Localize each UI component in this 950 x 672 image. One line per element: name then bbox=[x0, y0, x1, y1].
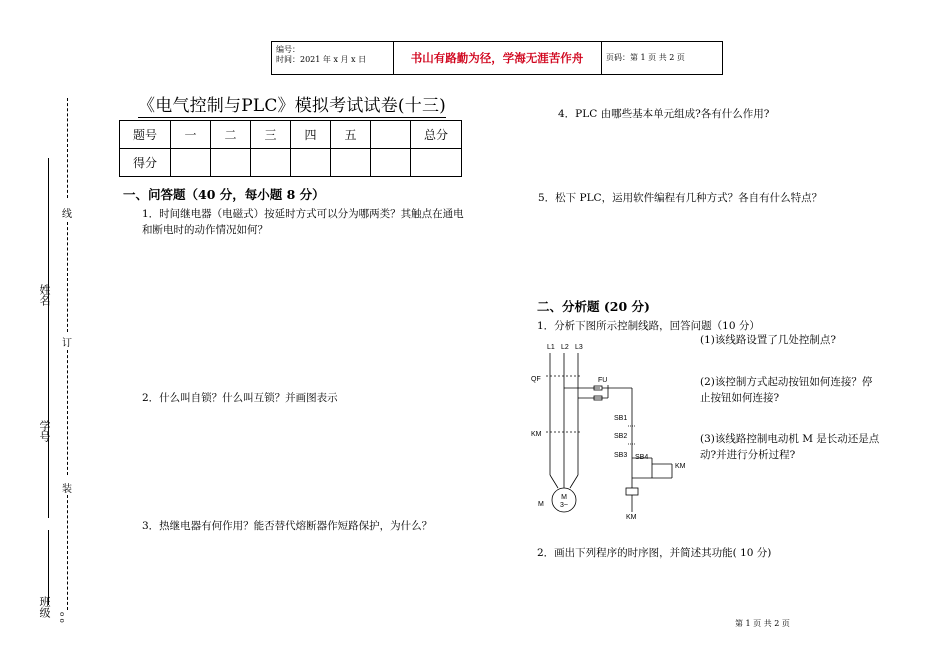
label-qf: QF bbox=[531, 376, 541, 383]
control-circuit-diagram bbox=[528, 340, 698, 525]
label-l2: L2 bbox=[561, 344, 569, 351]
score-input-cell[interactable] bbox=[371, 149, 411, 177]
student-id-label: 学号 bbox=[38, 420, 51, 442]
question-5: 5．松下 PLC，运用软件编程有几种方式？各自有什么特点？ bbox=[538, 192, 823, 204]
header-left-cell bbox=[272, 42, 394, 74]
page-footer: 第 1 页 共 2 页 bbox=[735, 619, 790, 628]
score-row-values bbox=[120, 149, 462, 177]
section2-heading: 二、分析题 (20 分) bbox=[537, 299, 650, 314]
name-label: 姓名 bbox=[38, 284, 51, 306]
serial-label: 编号： bbox=[276, 45, 300, 54]
label-km-main: KM bbox=[531, 431, 542, 438]
time-label: 时间：2021 年 x 月 x 日 bbox=[276, 55, 367, 64]
sub-question-1: (1)该线路设置了几处控制点? bbox=[700, 334, 837, 346]
sub-question-2: (2)该控制方式起动按钮如何连接？停止按钮如何连接? bbox=[700, 376, 873, 404]
binding-dash-4 bbox=[67, 495, 68, 610]
question-4: 4．PLC 由哪些基本单元组成?各有什么作用? bbox=[558, 108, 770, 120]
motor-text-3: 3~ bbox=[560, 502, 568, 509]
score-table bbox=[119, 120, 462, 177]
score-input-cell[interactable] bbox=[411, 149, 462, 177]
score-input-cell[interactable] bbox=[331, 149, 371, 177]
label-sb3: SB3 bbox=[614, 452, 628, 459]
label-l3: L3 bbox=[575, 344, 583, 351]
score-input-cell[interactable] bbox=[291, 149, 331, 177]
page-info: 页码：第 1 页 共 2 页 bbox=[606, 53, 685, 62]
motor-text-m: M bbox=[561, 494, 567, 501]
score-cell: 三 bbox=[251, 121, 291, 149]
mark-zhuang: 装 bbox=[62, 484, 72, 495]
label-sb1: SB1 bbox=[614, 415, 628, 422]
score-input-cell[interactable] bbox=[171, 149, 211, 177]
question-1: 1．时间继电器（电磁式）按延时方式可以分为哪两类？其触点在通电和断电时的动作情况如何？ bbox=[142, 208, 464, 236]
label-motor: M bbox=[538, 501, 544, 508]
score-cell: 一 bbox=[171, 121, 211, 149]
analysis-question-1: 1．分析下图所示控制线路，回答问题（10 分） bbox=[537, 320, 760, 332]
binding-line-outer bbox=[48, 158, 49, 518]
score-cell: 得分 bbox=[120, 149, 171, 177]
circle-marks: o o bbox=[58, 612, 66, 623]
score-cell: 四 bbox=[291, 121, 331, 149]
score-cell: 题号 bbox=[120, 121, 171, 149]
label-l1: L1 bbox=[547, 344, 555, 351]
header-right-cell bbox=[602, 42, 722, 74]
mark-ding: 订 bbox=[62, 338, 72, 349]
sub-question-3: (3)该线路控制电动机 M 是长动还是点动?并进行分析过程? bbox=[700, 433, 880, 461]
question-2: 2．什么叫自锁？什么叫互锁？并画图表示 bbox=[142, 392, 338, 404]
binding-line-lower bbox=[48, 530, 49, 605]
mark-xian: 线 bbox=[62, 209, 72, 220]
label-km-aux: KM bbox=[675, 463, 686, 470]
section1-heading: 一、问答题（40 分，每小题 8 分） bbox=[123, 187, 325, 202]
score-input-cell[interactable] bbox=[211, 149, 251, 177]
motto-text: 书山有路勤为径，学海无涯苦作舟 bbox=[393, 42, 602, 74]
header-box bbox=[271, 41, 723, 75]
class-label: 班级 bbox=[38, 596, 51, 618]
analysis-question-2: 2．画出下列程序的时序图，并简述其功能( 10 分) bbox=[537, 547, 772, 559]
label-sb2: SB2 bbox=[614, 433, 628, 440]
binding-dash-1 bbox=[67, 98, 68, 198]
binding-dash-3 bbox=[67, 350, 68, 475]
score-cell bbox=[371, 121, 411, 149]
score-cell: 总分 bbox=[411, 121, 462, 149]
score-cell: 五 bbox=[331, 121, 371, 149]
label-sb4: SB4 bbox=[635, 454, 649, 461]
label-km-coil: KM bbox=[626, 514, 637, 521]
score-row-header bbox=[120, 121, 462, 149]
score-cell: 二 bbox=[211, 121, 251, 149]
score-input-cell[interactable] bbox=[251, 149, 291, 177]
question-3: 3．热继电器有何作用？能否替代熔断器作短路保护，为什么？ bbox=[142, 520, 433, 532]
exam-title: 《电气控制与PLC》模拟考试试卷(十三) bbox=[138, 96, 446, 116]
binding-dash-2 bbox=[67, 222, 68, 332]
label-fu: FU bbox=[598, 377, 608, 384]
